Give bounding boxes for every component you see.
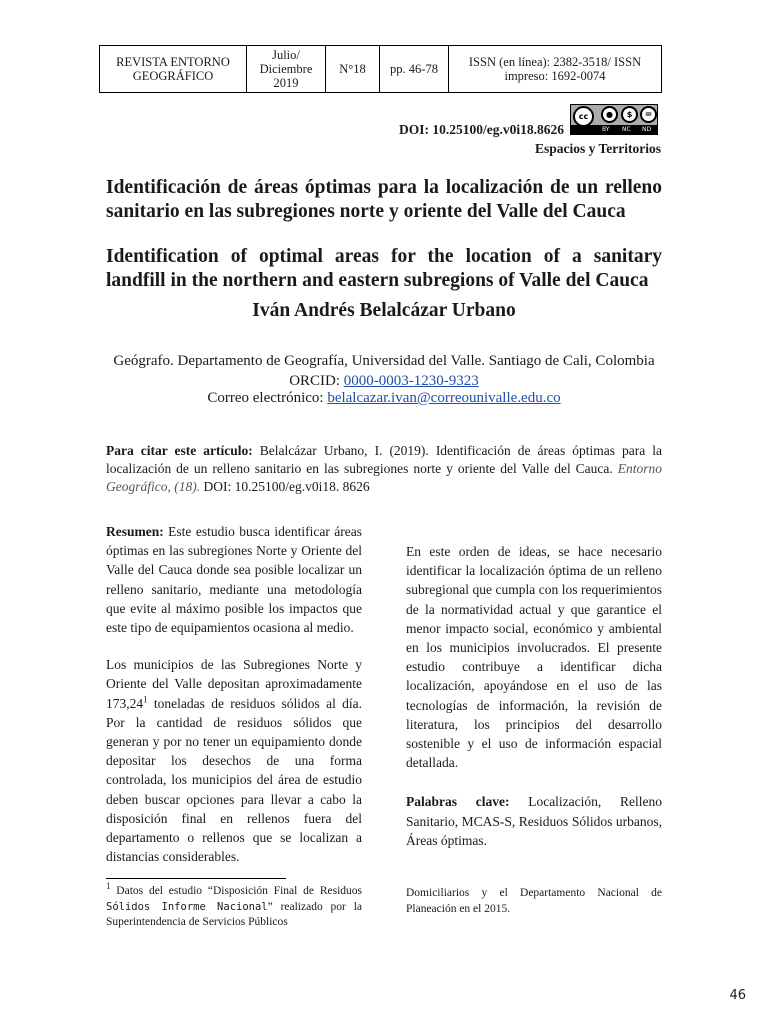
cc-icon: cc — [573, 106, 594, 127]
journal-name: REVISTA ENTORNO GEOGRÁFICO — [100, 46, 247, 93]
abstract-paragraph-1 — [106, 522, 362, 637]
doi-text: DOI: 10.25100/eg.v0i18.8626 — [399, 122, 564, 137]
noderivatives-icon: = — [640, 106, 657, 123]
footnote-text-b: ” realizado por la Superintendencia de Servicios Públicos — [106, 900, 363, 928]
abstract-right-column — [406, 542, 662, 850]
abstract-paragraph-3: En este orden de ideas, se hace necesario identificar la localización óptima de un relleno subregional que cumpla con los requerimientos de la normatividad actual y que garantice el menor impacto social, económico y ambiental en los municipios involucrados. El presente estudio contribuye a identificar dicha localización, apoyándose en el uso de las tecnologías de información, la revisión de literatura, los principios del desarrollo sostenible y el uso de información espacial detallada. — [406, 544, 662, 771]
title-english: Identification of optimal areas for the location of a sanitary landfill in the northern and eastern subregions of Valle del Cauca — [106, 246, 662, 291]
footnote-left — [106, 881, 363, 931]
orcid-line — [0, 372, 768, 390]
cc-license-badge[interactable] — [570, 104, 658, 135]
abstract-paragraph-2 — [106, 655, 362, 866]
orcid-link[interactable]: 0000-0003-1230-9323 — [343, 373, 479, 389]
keywords-paragraph — [406, 792, 662, 850]
abstract-left-column — [106, 522, 362, 866]
noncommercial-icon: $ — [621, 106, 638, 123]
email-line — [0, 389, 768, 407]
footnote-continuation: Domiciliarios y el Departamento Nacional de Planeación en el 2015. — [406, 887, 662, 915]
title-spanish: Identificación de áreas óptimas para la localización de un relleno sanitario en las subregiones norte y oriente del Valle del Cauca — [106, 177, 662, 222]
abstract-p2-after: toneladas de residuos sólidos al día. Por la cantidad de residuos sólidos que generan y por no tener un equipamiento donde depositar los desechos de una forma controlada, los municipios del área de estudio deben buscar opciones para llevar a cabo la disposición final en rellenos fuera del departamento o rellenos que se localizan a distancias considerables. — [106, 695, 362, 865]
orcid-label: ORCID: — [289, 373, 341, 389]
citation-doi: DOI: 10.25100/eg.v0i18. 8626 — [203, 479, 370, 494]
person-icon: ● — [601, 106, 618, 123]
journal-period: Julio/ Diciembre 2019 — [247, 46, 326, 93]
keywords-text: Localización, Relleno Sanitario, MCAS-S, Residuos Sólidos urbanos, Áreas óptimas. — [406, 794, 663, 848]
footnote-text-a: Datos del estudio “Disposición Final de Residuos — [110, 885, 362, 897]
citation-text: Belalcázar Urbano, I. (2019). Identificación de áreas óptimas para la localización de un relleno sanitario en las subregiones norte y oriente del Valle del Cauca. — [106, 443, 662, 476]
license-by: BY — [602, 126, 610, 133]
email-link[interactable]: belalcazar.ivan@correounivalle.edu.co — [327, 390, 561, 406]
keywords-label: Palabras clave: — [406, 794, 510, 810]
doi-row — [399, 104, 658, 138]
page-number: 46 — [729, 988, 746, 1003]
citation-label: Para citar este artículo: — [106, 443, 253, 458]
journal-pages: pp. 46-78 — [380, 46, 449, 93]
footnote-ref[interactable]: 1 — [143, 694, 148, 705]
journal-number: N°18 — [326, 46, 380, 93]
journal-issn: ISSN (en línea): 2382-3518/ ISSN impreso: 1692-0074 — [449, 46, 662, 93]
footnote-text-mono: Sólidos Informe Nacional — [106, 900, 268, 913]
section-label: Espacios y Territorios — [534, 141, 661, 156]
author-affiliation: Geógrafo. Departamento de Geografía, Universidad del Valle. Santiago de Cali, Colombia — [113, 353, 655, 369]
abstract-p2-before: Los municipios de las Subregiones Norte y Oriente del Valle depositan aproximadamente 173,24 — [106, 657, 362, 711]
email-label: Correo electrónico: — [207, 390, 324, 406]
citation-journal: Entorno Geográfico, (18). — [106, 461, 662, 494]
footnote-number: 1 — [106, 881, 111, 892]
journal-header-table — [99, 45, 662, 93]
footnote-rule — [106, 878, 286, 879]
license-nc: NC — [622, 126, 631, 133]
abstract-p1-text: Este estudio busca identificar áreas óptimas en las subregiones Norte y Oriente del Valle del Cauca donde sea posible localizar un relleno sanitario, mediante una metodología que evite al máximo posible los impactos que este tipo de equipamientos ocasiona al medio. — [106, 524, 362, 636]
license-nd: ND — [642, 126, 652, 133]
abstract-label: Resumen: — [106, 524, 164, 539]
author-name: Iván Andrés Belalcázar Urbano — [252, 300, 516, 321]
citation-block — [106, 442, 662, 496]
